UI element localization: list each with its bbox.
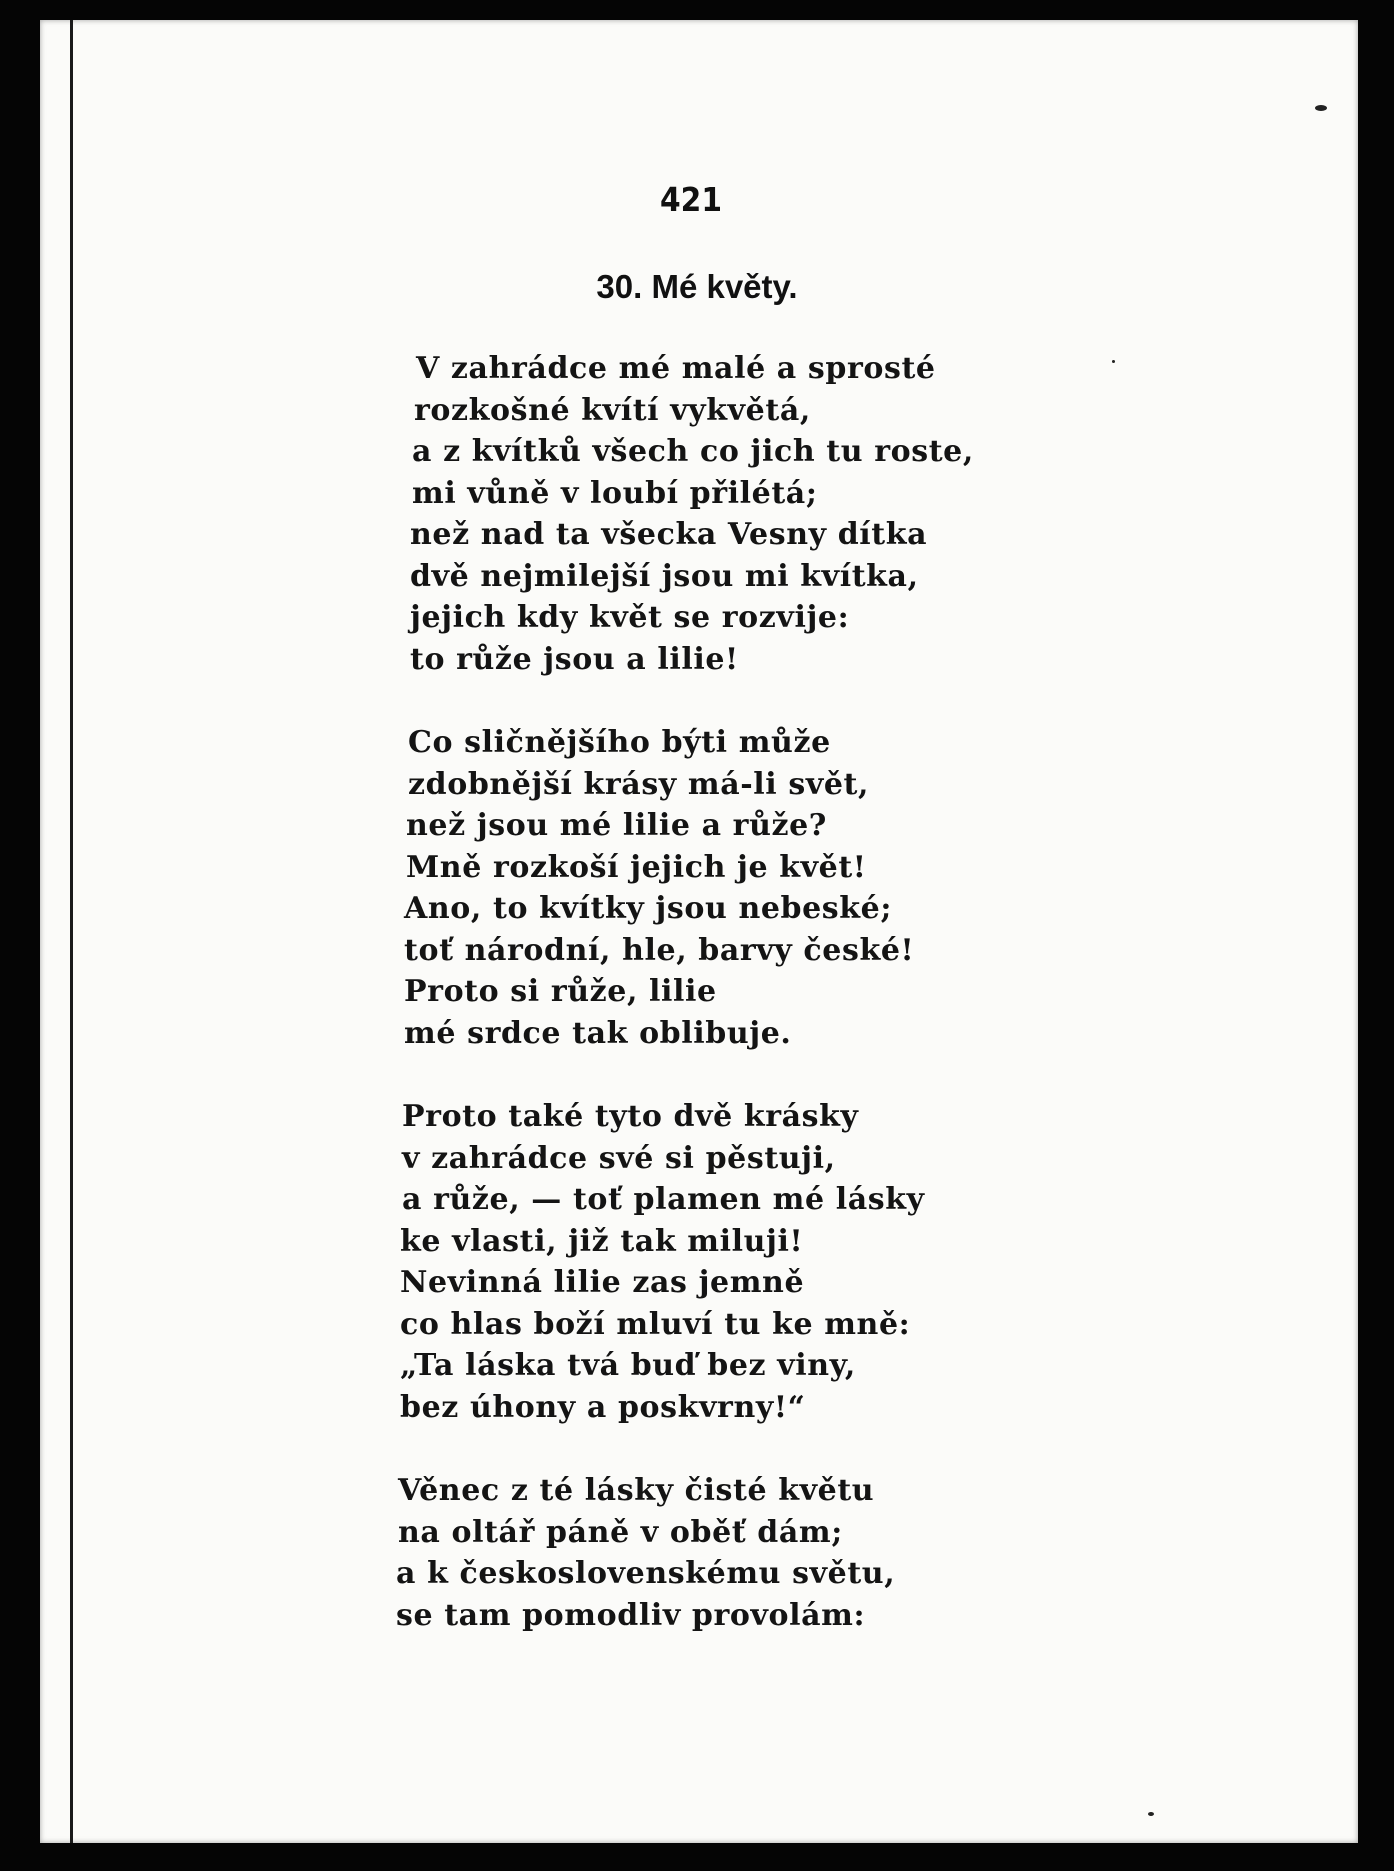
poem-line: Nevinná lilie zas jemně [400,1265,805,1300]
poem-line: zdobnější krásy má-li svět, [408,766,870,802]
poem-body [396,348,1100,1678]
poem-line: mé srdce tak oblibuje. [404,1015,792,1051]
poem-line: dvě nejmilejší jsou mi kvítka, [410,558,919,594]
poem-line: než nad ta všecka Vesny dítka [410,517,928,552]
scan-speck [1315,105,1327,111]
poem-line: a z kvítků všech co jich tu roste, [412,434,974,469]
poem-line: než jsou mé lilie a růže? [406,808,827,843]
stanza-4 [396,1470,1100,1636]
page-number: 421 [660,180,722,219]
poem-line: a k československému světu, [396,1556,896,1591]
poem-line: se tam pomodliv provolám: [396,1597,866,1633]
poem-line: Mně rozkoší jejich je květ! [406,849,867,885]
poem-line: jejich kdy květ se rozvije: [410,600,850,635]
poem-line: v zahrádce své si pěstuji, [402,1140,836,1176]
poem-line: Věnec z té lásky čisté květu [398,1473,875,1508]
poem-line: Ano, to kvítky jsou nebeské; [404,891,893,926]
poem-line: Proto také tyto dvě krásky [402,1099,859,1134]
poem-line: a růže, — toť plamen mé lásky [402,1182,925,1217]
poem-line: ke vlasti, již tak miluji! [400,1223,804,1259]
scan-speck [1148,1812,1154,1816]
poem-line: co hlas boží mluví tu ke mně: [400,1306,911,1342]
scan-speck [1112,360,1115,363]
poem-line: toť národní, hle, barvy české! [404,932,915,968]
poem-line: Proto si růže, lilie [404,974,717,1009]
poem-line: „Ta láska tvá buď bez viny, [400,1348,856,1383]
poem-line: bez úhony a poskvrny!“ [400,1389,806,1425]
stanza-2 [400,722,1100,1054]
poem-line: rozkošné kvítí vykvětá, [414,392,811,428]
stanza-1 [400,348,1100,680]
poem-line: na oltář páně v oběť dám; [398,1514,843,1550]
poem-line: to růže jsou a lilie! [410,641,739,677]
stanza-3 [400,1096,1100,1428]
book-page [40,20,1358,1843]
poem-line: V zahrádce mé malé a sprosté [416,351,936,386]
poem-title: 30. Mé květy. [596,268,798,305]
poem-line: Co sličnějšího býti může [408,725,831,760]
poem-line: mi vůně v loubí přilétá; [412,475,818,511]
